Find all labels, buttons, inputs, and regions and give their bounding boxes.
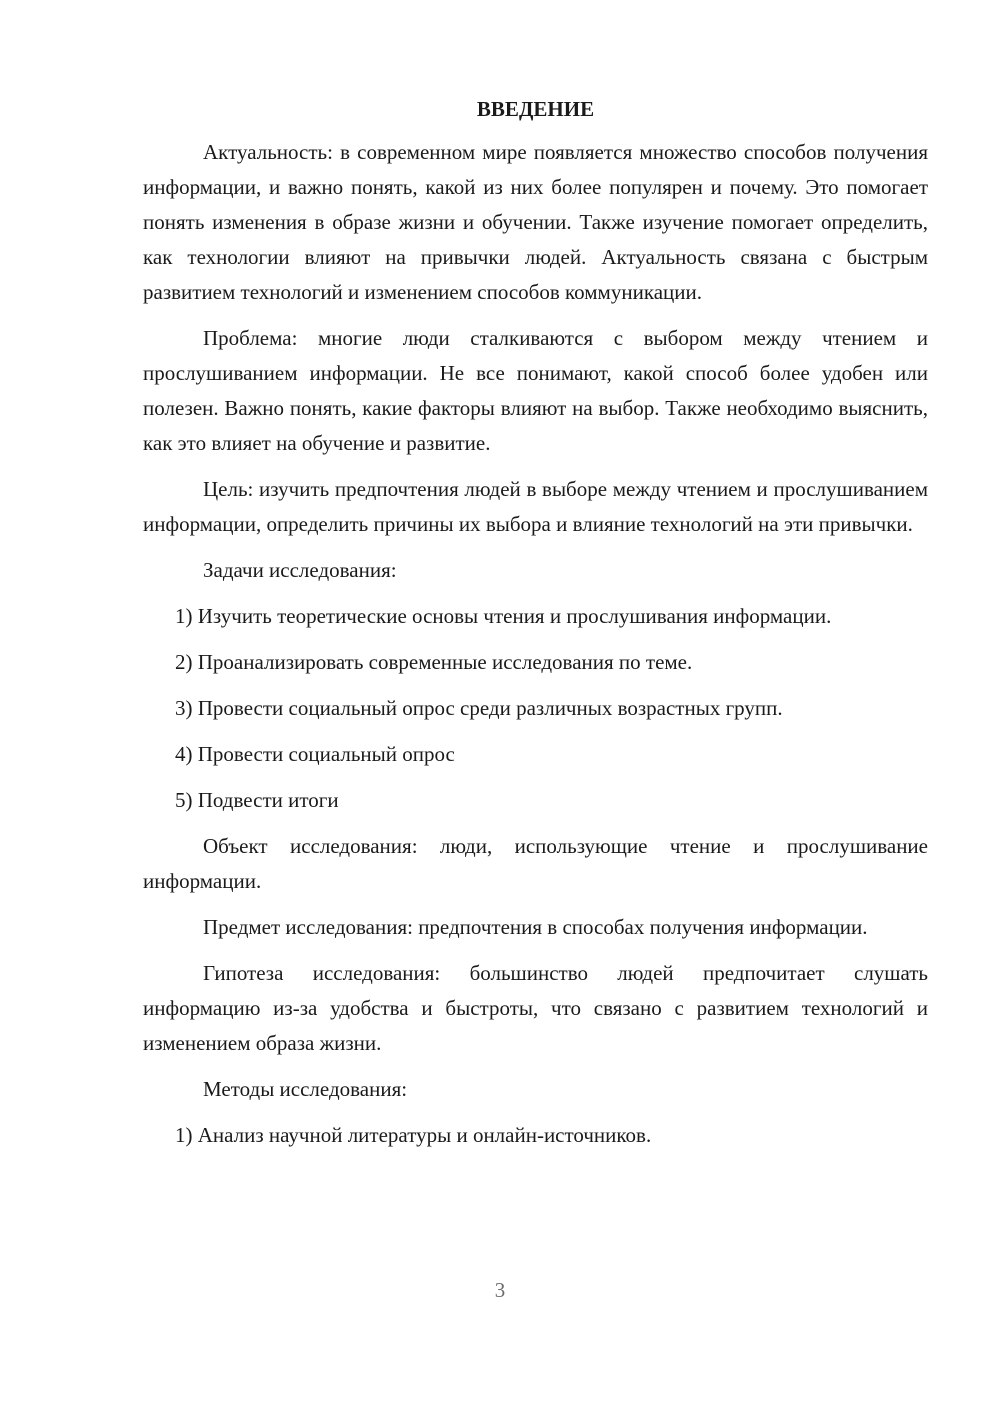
tasks-title: Задачи исследования: <box>203 558 397 582</box>
page-title: ВВЕДЕНИЕ <box>476 97 595 121</box>
object-paragraph: Объект исследования: люди, использующие чтение и прослушивание информации. <box>143 834 928 893</box>
subject-paragraph: Предмет исследования: предпочтения в способах получения информации. <box>203 915 868 939</box>
tasks-list-item: 1) Изучить теоретические основы чтения и прослушивания информации. <box>175 604 832 628</box>
tasks-list-item: 4) Провести социальный опрос <box>175 742 455 766</box>
relevance-paragraph: Актуальность: в современном мире появляется множество способов получения информации, и важно понять, какой из них более популярен и почему. Это помогает понять изменения в образе жизни и обучении. Также изучение помогает определить, как технологии влияют на привычки людей. Актуальность связана с быстрым развитием технологий и изменением способов коммуникации. <box>143 140 928 304</box>
tasks-list-item: 5) Подвести итоги <box>175 788 339 812</box>
methods-list-item: 1) Анализ научной литературы и онлайн-источников. <box>175 1123 652 1147</box>
tasks-list-item: 3) Провести социальный опрос среди различных возрастных групп. <box>175 696 783 720</box>
page-content <box>143 92 928 1164</box>
hypothesis-paragraph: Гипотеза исследования: большинство людей предпочитает слушать информацию из-за удобства и быстроты, что связано с развитием технологий и изменением образа жизни. <box>143 961 928 1055</box>
tasks-list <box>143 599 928 818</box>
tasks-list-item: 2) Проанализировать современные исследования по теме. <box>175 650 693 674</box>
goal-paragraph: Цель: изучить предпочтения людей в выборе между чтением и прослушиванием информации, определить причины их выбора и влияние технологий на эти привычки. <box>143 477 928 536</box>
methods-list <box>143 1118 928 1153</box>
methods-title: Методы исследования: <box>203 1077 408 1101</box>
page-number: 3 <box>494 1278 506 1302</box>
problem-paragraph: Проблема: многие люди сталкиваются с выбором между чтением и прослушиванием информации. Не все понимают, какой способ более удобен или полезен. Важно понять, какие факторы влияют на выбор. Также необходимо выяснить, как это влияет на обучение и развитие. <box>143 326 928 455</box>
